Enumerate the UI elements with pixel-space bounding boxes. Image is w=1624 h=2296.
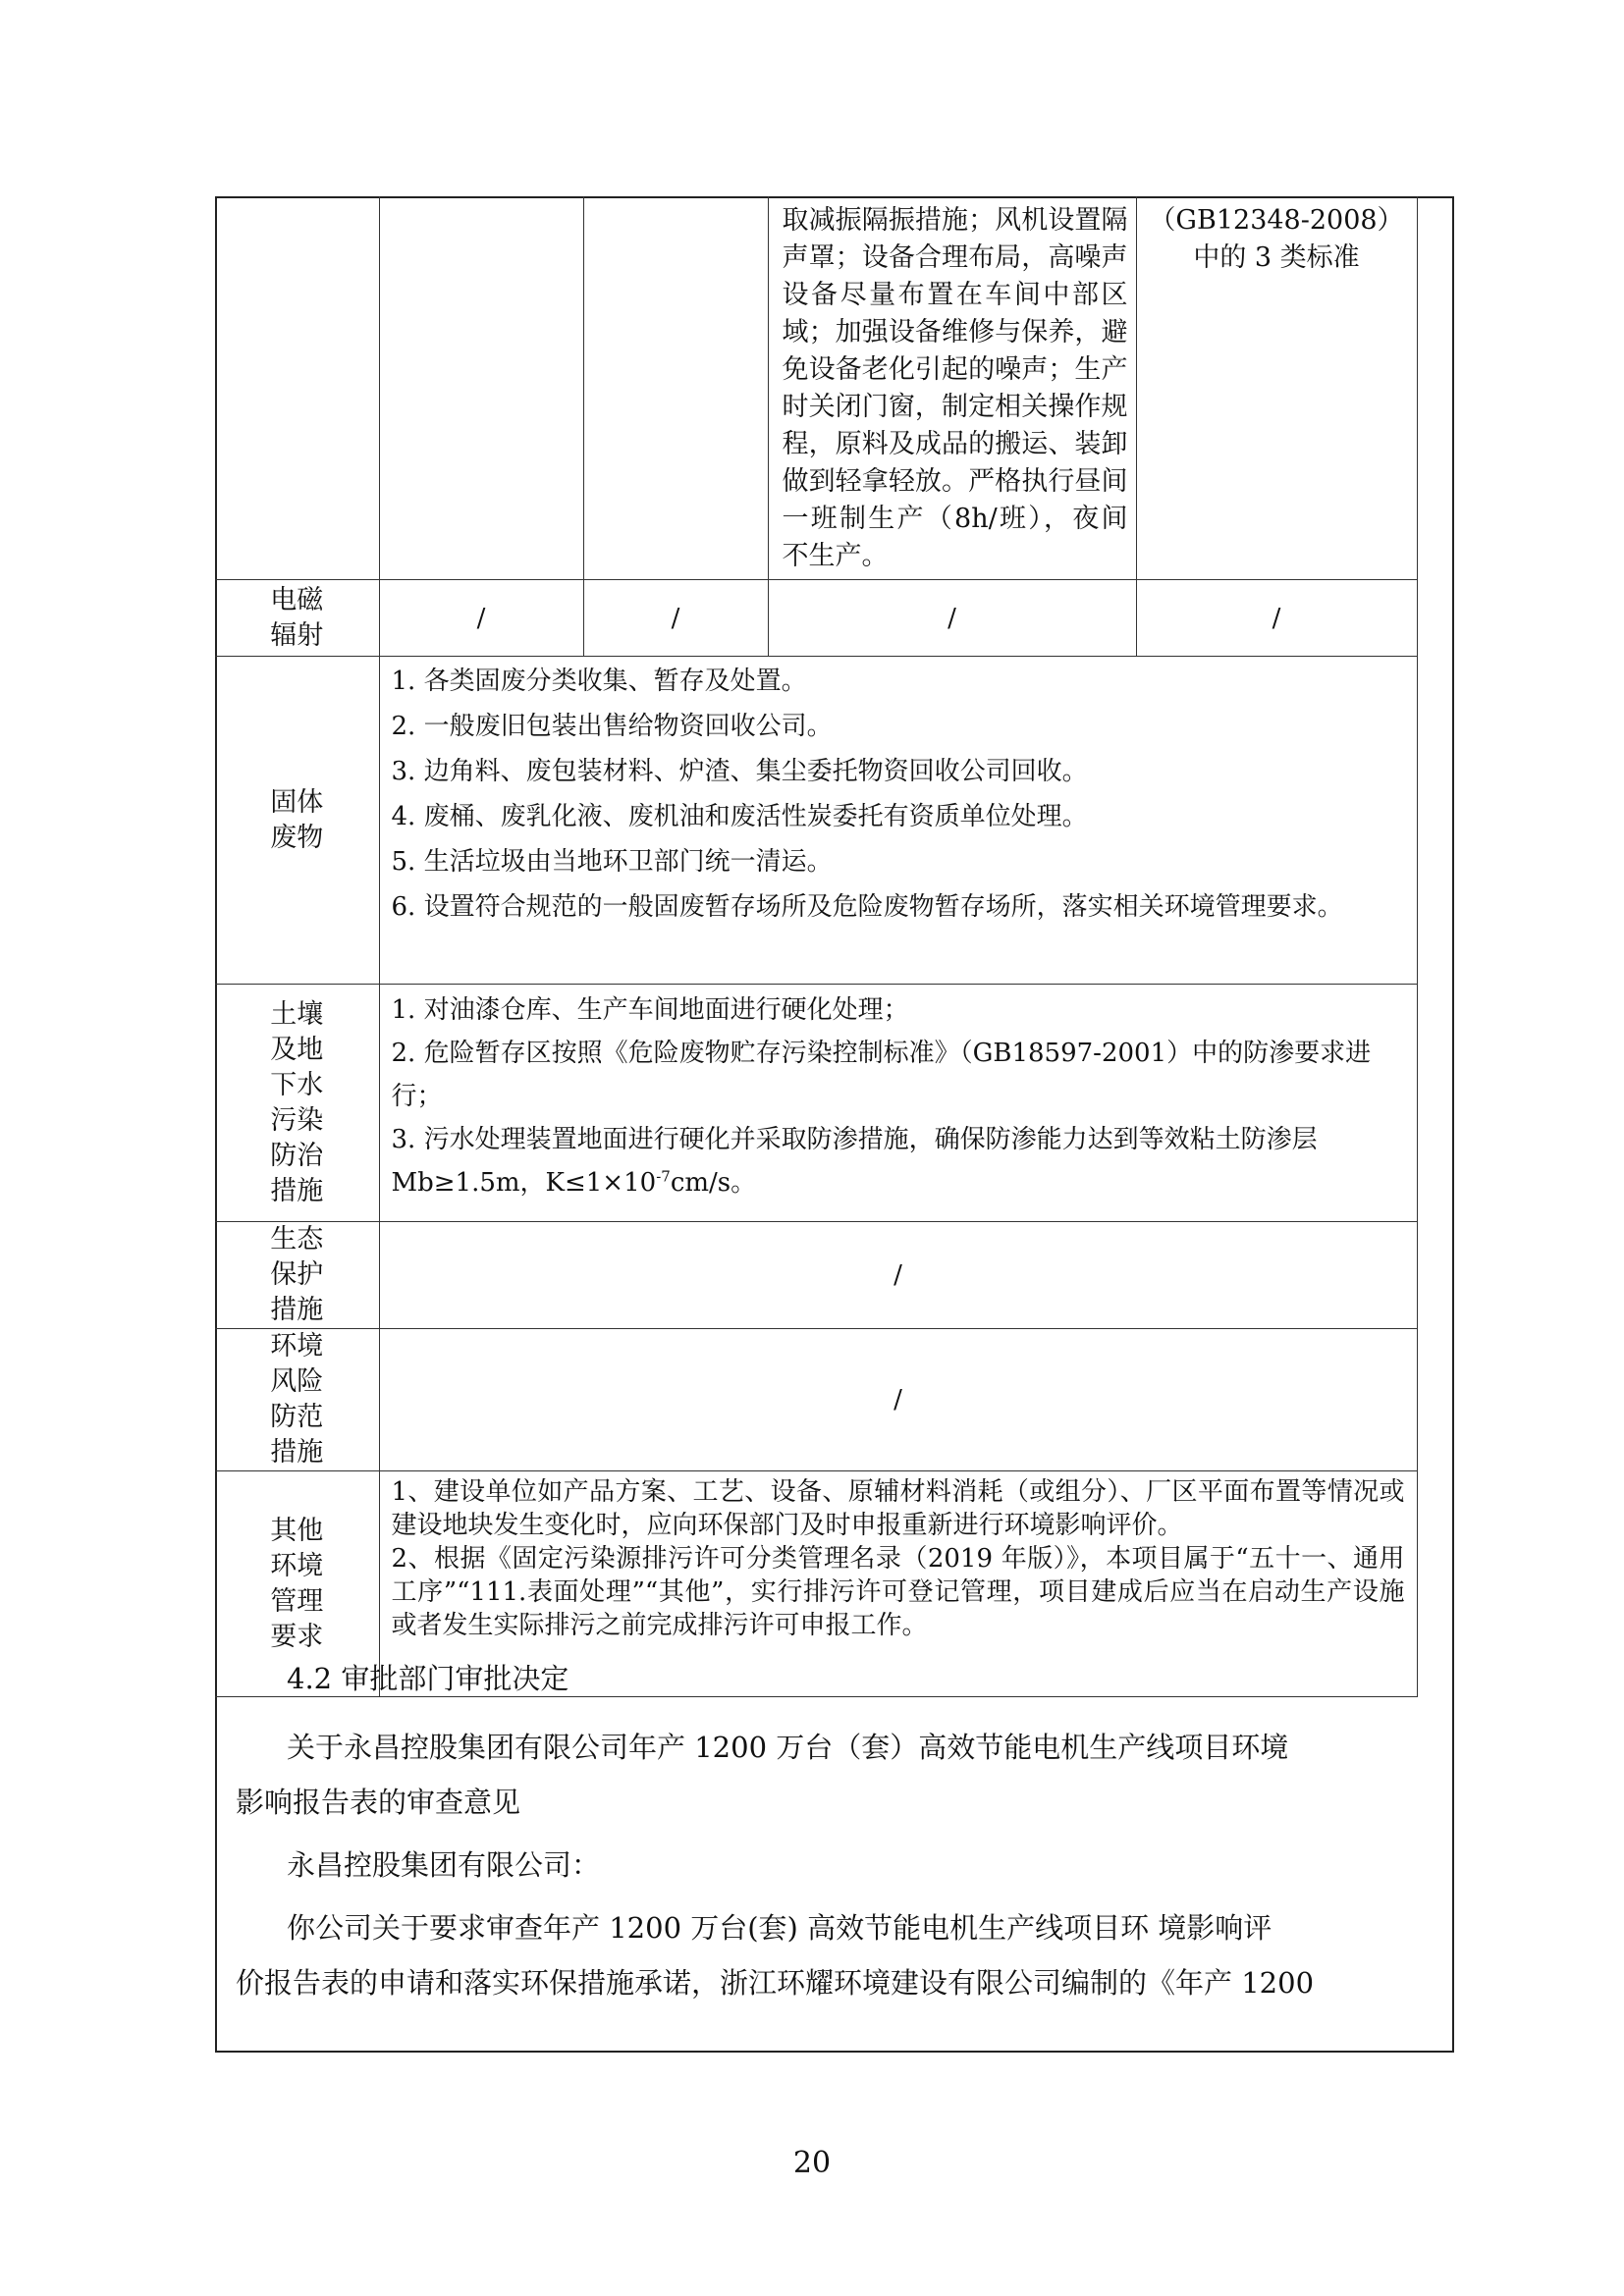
- solid-waste-item: 4. 废桶、废乳化液、废机油和废活性炭委托有资质单位处理。: [391, 802, 1088, 831]
- review-title: [236, 1720, 1426, 1830]
- noise-standard-code: （GB12348-2008）: [1149, 205, 1404, 236]
- noise-col3-cell: [583, 196, 768, 580]
- review-title-line1: 关于永昌控股集团有限公司年产 1200 万台（套）高效节能电机生产线项目环境: [287, 1731, 1289, 1764]
- solid-waste-item: 1. 各类固废分类收集、暂存及处置。: [391, 667, 807, 696]
- noise-standard: [1136, 196, 1417, 580]
- soil-category: 土壤及地下水污染防治措施: [215, 985, 379, 1222]
- em-col4: /: [768, 580, 1136, 657]
- soil-item-2: 2. 危险暂存区按照《危险废物贮存污染控制标准》（GB18597-2001）中的防渗要求进行；: [391, 1039, 1372, 1111]
- em-col2: /: [379, 580, 583, 657]
- body-line1: 你公司关于要求审查年产 1200 万台(套) 高效节能电机生产线项目环 境影响评: [287, 1911, 1272, 1945]
- soil-row: [215, 985, 1417, 1222]
- addressee: 永昌控股集团有限公司：: [287, 1848, 601, 1882]
- noise-measures: 取减振隔振措施；风机设置隔声罩；设备合理布局，高噪声设备尽量布置在车间中部区域；加强设备维修与保养，避免设备老化引起的噪声；生产时关闭门窗，制定相关操作规程，原料及成品的搬运、装卸做到轻拿轻放。严格执行昼间一班制生产（8h/班），夜间不生产。: [768, 196, 1136, 580]
- body-line2: 价报告表的申请和落实环保措施承诺，浙江环耀环境建设有限公司编制的《年产 1200: [236, 1966, 1315, 2000]
- page-number: 20: [792, 2146, 832, 2180]
- solid-waste-row: [215, 657, 1417, 985]
- noise-category-cell: [215, 196, 379, 580]
- eco-row: [215, 1222, 1417, 1329]
- em-col5: /: [1136, 580, 1417, 657]
- solid-waste-item: 2. 一般废旧包装出售给物资回收公司。: [391, 712, 833, 741]
- solid-waste-item: 5. 生活垃圾由当地环卫部门统一清运。: [391, 847, 833, 877]
- noise-standard-class: 中的 3 类标准: [1193, 242, 1360, 273]
- other-category: 其他环境管理要求: [215, 1471, 379, 1697]
- risk-row: [215, 1329, 1417, 1471]
- eco-category: 生态保护措施: [215, 1222, 379, 1329]
- soil-item-3: 3. 污水处理装置地面进行硬化并采取防渗措施，确保防渗能力达到等效粘土防渗层 Mb≥1.5m，$K\le 1\times 10^{-7}cm/s$。: [391, 1125, 1318, 1198]
- eco-value: /: [379, 1222, 1417, 1329]
- other-item-1: 1、建设单位如产品方案、工艺、设备、原辅材料消耗（或组分）、厂区平面布置等情况或建设地块发生变化时，应向环保部门及时申报重新进行环境影响评价。: [391, 1477, 1405, 1540]
- soil-measures: [379, 985, 1417, 1222]
- em-col3: /: [583, 580, 768, 657]
- noise-col2-cell: [379, 196, 583, 580]
- soil-exponent: -7: [656, 1167, 671, 1186]
- noise-row: [215, 196, 1417, 580]
- em-category: 电磁辐射: [215, 580, 379, 657]
- review-title-line2: 影响报告表的审查意见: [236, 1786, 521, 1819]
- risk-category: 环境风险防范措施: [215, 1329, 379, 1471]
- solid-waste-measures: [379, 657, 1417, 985]
- other-item-2: 2、根据《固定污染源排污许可分类管理名录（2019 年版）》，本项目属于“五十一、通用工序”“111.表面处理”“其他”，实行排污许可登记管理，项目建成后应当在启动生产设施或者发生实际排污之前完成排污许可申报工作。: [391, 1544, 1405, 1640]
- solid-waste-item: 6. 设置符合规范的一般固废暂存场所及危险废物暂存场所，落实相关环境管理要求。: [391, 892, 1343, 922]
- body-paragraph: [236, 1900, 1426, 2010]
- section-heading: 4.2 审批部门审批决定: [287, 1662, 569, 1695]
- solid-waste-category: 固体废物: [215, 657, 379, 985]
- risk-value: /: [379, 1329, 1417, 1471]
- soil-item-1: 1. 对油漆仓库、生产车间地面进行硬化处理；: [391, 995, 909, 1025]
- solid-waste-item: 3. 边角料、废包装材料、炉渣、集尘委托物资回收公司回收。: [391, 757, 1088, 786]
- em-row: [215, 580, 1417, 657]
- environmental-measures-table: [215, 196, 1418, 1697]
